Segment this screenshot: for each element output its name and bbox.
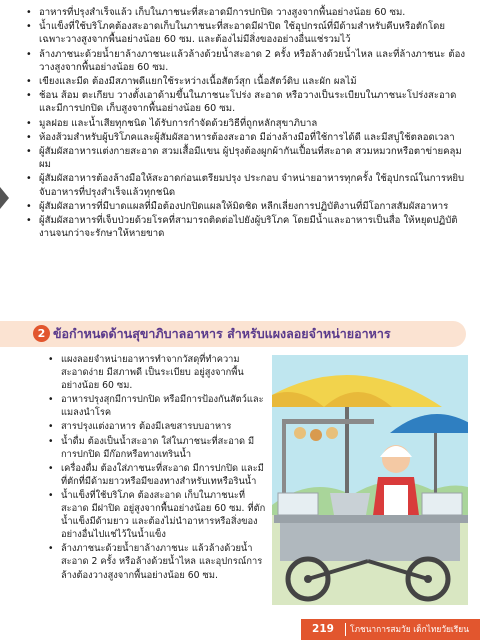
footer-divider: [345, 623, 346, 636]
list-item: • เขียงและมีด ต้องมีสภาพดีแยกใช้ระหว่างเนื้อสัตว์สุก เนื้อสัตว์ดิบ และผัก ผลไม้: [26, 75, 468, 88]
list-item: • สารปรุงแต่งอาหาร ต้องมีเลขสารบบอาหาร: [48, 420, 266, 433]
list-item: • ช้อน ส้อม ตะเกียบ วางตั้งเอาด้ามขึ้นในภาชนะโปร่ง สะอาด หรือวางเป็นระเบียบในภาชนะโปร่งสะอาดและมีการปกปิด เก็บสูงจากพื้นอย่างน้อย 60 ซม.: [26, 89, 468, 115]
list-item: • ผู้สัมผัสอาหารต้องล้างมือให้สะอาดก่อนเตรียมปรุง ประกอบ จำหน่ายอาหารทุกครั้ง ใช้อุปกรณ์ในการหยิบจับอาหารที่ปรุงสำเร็จแล้วทุกชนิด: [26, 172, 468, 198]
section-title: ข้อกำหนดด้านสุขาภิบาลอาหาร สำหรับแผงลอยจำหน่ายอาหาร: [53, 326, 391, 341]
section-number-badge: 2: [33, 325, 50, 342]
list-item: • ผู้สัมผัสอาหารแต่งกายสะอาด สวมเสื้อมีแขน ผู้ปรุงต้องผูกผ้ากันเปื้อนที่สะอาด สวมหมวกหรือตาข่ายคลุมผม: [26, 145, 468, 171]
list-item: • น้ำดื่ม ต้องเป็นน้ำสะอาด ใส่ในภาชนะที่สะอาด มีการปกปิด มีก๊อกหรือทางเทรินน้ำ: [48, 435, 266, 461]
hygiene-rules-list: [26, 6, 468, 241]
list-item: • ห้องส้วมสำหรับผู้บริโภคและผู้สัมผัสอาหารต้องสะอาด มีอ่างล้างมือที่ใช้การได้ดี และมีสบู่ใช้ตลอดเวลา: [26, 131, 468, 144]
list-item: • น้ำแข็งที่ใช้บริโภค ต้องสะอาด เก็บในภาชนะที่สะอาด มีฝาปิด อยู่สูงจากพื้นอย่างน้อย 60 ซม. ที่ตักน้ำแข็งมีด้ามยาว และต้องไม่นำอาหารหรือสิ่งของอย่างอื่นไปแช่ไว้ในน้ำแข็ง: [48, 489, 266, 541]
list-item: • น้ำแข็งที่ใช้บริโภคต้องสะอาดเก็บในภาชนะที่สะอาดมีฝาปิด ใช้อุปกรณ์ที่มีด้ามสำหรับคีบหรือตักโดยเฉพาะวางสูงจากพื้นอย่างน้อย 60 ซม. และต้องไม่มีสิ่งของอย่างอื่นแช่รวมไว้: [26, 20, 468, 46]
list-item: • ล้างภาชนะด้วยน้ำยาล้างภาชนะ แล้วล้างด้วยน้ำสะอาด 2 ครั้ง หรือล้างด้วยน้ำไหล และอุปกรณ์การล้างต้องวางสูงจากพื้นอย่างน้อย 60 ซม.: [48, 542, 266, 581]
triangle-right-icon: [0, 187, 9, 209]
list-item: • ผู้สัมผัสอาหารที่มีบาดแผลที่มือต้องปกปิดแผลให้มิดชิด หลีกเลี่ยงการปฏิบัติงานที่มีโอกาสสัมผัสอาหาร: [26, 200, 468, 213]
food-stall-illustration: [272, 355, 468, 605]
book-title: โภชนาการสมวัย เด็กไทยวัยเรียน: [350, 624, 469, 634]
list-item: • เครื่องดื่ม ต้องใส่ภาชนะที่สะอาด มีการปกปิด และมีที่ตักที่มีด้ามยาวหรือมีของทางสำหรับเทหรือรินน้ำ: [48, 462, 266, 488]
list-item: • ผู้สัมผัสอาหารที่เจ็บป่วยด้วยโรคที่สามารถติดต่อไปยังผู้บริโภค โดยมีน้ำและอาหารเป็นสื่อ ให้หยุดปฏิบัติงานจนกว่าจะรักษาให้หายขาด: [26, 214, 468, 240]
list-item: • ล้างภาชนะด้วยน้ำยาล้างภาชนะแล้วล้างด้วยน้ำสะอาด 2 ครั้ง หรือล้างด้วยน้ำไหล และที่ล้างภาชนะ ต้องวางสูงจากพื้นอย่างน้อย 60 ซม.: [26, 48, 468, 74]
list-item: • อาหารปรุงสุกมีการปกปิด หรือมีการป้องกันสัตว์และแมลงนำโรค: [48, 393, 266, 419]
list-item: • มูลฝอย และน้ำเสียทุกชนิด ได้รับการกำจัดด้วยวิธีที่ถูกหลักสุขาภิบาล: [26, 117, 468, 130]
list-item: • แผงลอยจำหน่ายอาหารทำจากวัสดุที่ทำความสะอาดง่าย มีสภาพดี เป็นระเบียบ อยู่สูงจากพื้น อย่างน้อย 60 ซม.: [48, 353, 266, 392]
stall-rules-list: [48, 353, 266, 583]
page-number: 219: [312, 623, 334, 635]
list-item: • อาหารที่ปรุงสำเร็จแล้ว เก็บในภาชนะที่สะอาดมีการปกปิด วางสูงจากพื้นอย่างน้อย 60 ซม.: [26, 6, 468, 19]
